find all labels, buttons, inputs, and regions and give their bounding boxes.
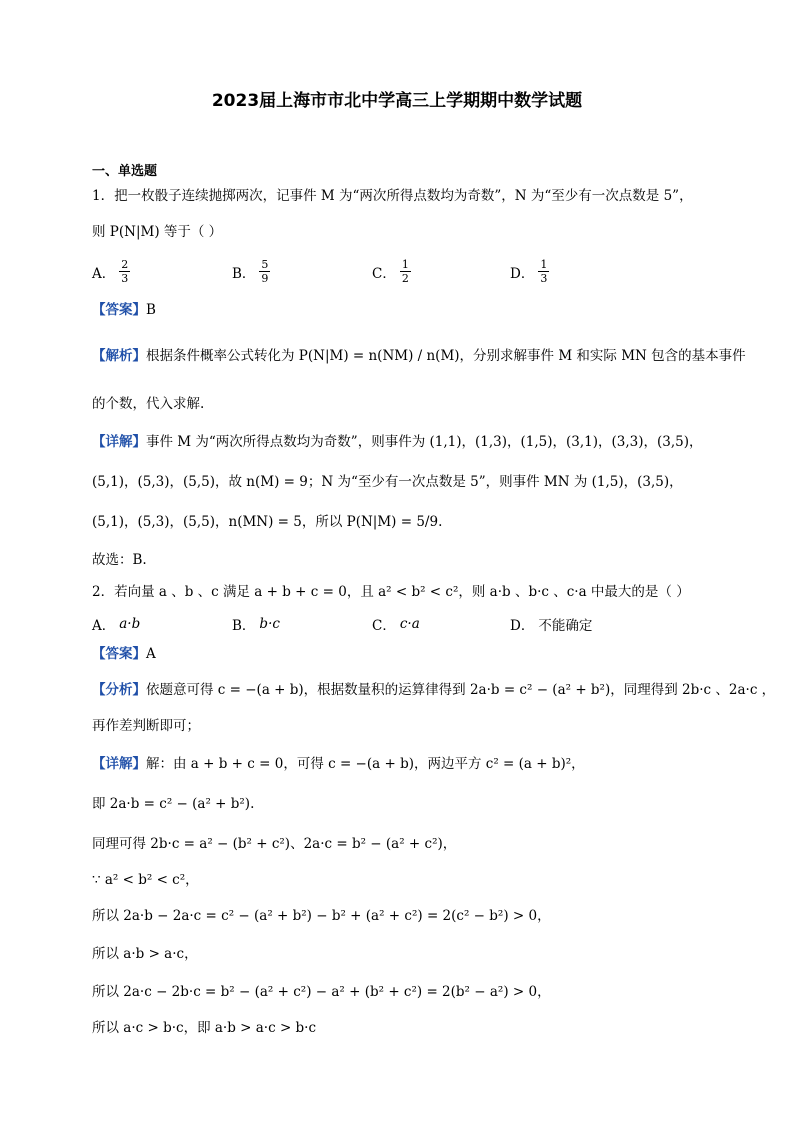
numerator: 2 [121, 258, 129, 271]
denominator: 3 [121, 272, 129, 285]
q2-analysis-2: 再作差判断即可； [92, 718, 200, 734]
option-label: A． [92, 265, 116, 282]
option-label: B． [232, 265, 256, 282]
q2-detail-4: ∵ a² < b² < c²， [92, 872, 199, 888]
q1-choose: 故选：B. [92, 552, 147, 568]
option-label: C． [372, 618, 396, 634]
q1-stem-2: 则 P(N|M) 等于（ ） [92, 224, 223, 240]
answer-tag: 【答案】 [92, 302, 146, 318]
q2-detail-7: 所以 2a·c − 2b·c = b² − (a² + c²) − a² + (b² + c²) = 2(b² − a²) > 0， [92, 984, 551, 1000]
detail-tag: 【详解】 [92, 434, 146, 450]
q1-analysis [92, 346, 746, 366]
q1-option-d[interactable] [510, 258, 549, 285]
detail-text: 事件 M 为“两次所得点数均为奇数”，则事件为 (1,1)，(1,3)，(1,5)，(3,1)，(3,3)，(3,5)， [146, 434, 703, 450]
q1-option-a[interactable] [92, 258, 130, 285]
q1-options [92, 258, 732, 290]
option-label: A． [92, 618, 116, 634]
analysis-tag: 【分析】 [92, 682, 146, 698]
option-text: b·c [259, 616, 280, 632]
q2-stem: 2．若向量 a 、b 、c 满足 a + b + c = 0，且 a² < b² < c²，则 a·b 、b·c 、c·a 中最大的是（ ） [92, 584, 690, 600]
q2-analysis [92, 680, 775, 700]
analysis-text: 依题意可得 c = −(a + b)，根据数量积的运算律得到 2a·b = c² − (a² + b²)，同理得到 2b·c 、2a·c ， [146, 682, 776, 698]
q1-option-b[interactable] [232, 258, 270, 285]
denominator: 9 [261, 272, 269, 285]
option-label: B． [232, 618, 256, 634]
answer-tag: 【答案】 [92, 646, 146, 662]
q1-option-c[interactable] [372, 258, 411, 285]
q2-detail [92, 754, 585, 774]
denominator: 3 [540, 272, 548, 285]
q1-stem: 1．把一枚骰子连续抛掷两次，记事件 M 为“两次所得点数均为奇数”，N 为“至少有一次点数是 5”， [92, 188, 693, 204]
q2-detail-5: 所以 2a·b − 2a·c = c² − (a² + b²) − b² + (a² + c²) = 2(c² − b²) > 0， [92, 908, 551, 924]
option-text: 不能确定 [538, 618, 593, 634]
detail-text: 解：由 a + b + c = 0，可得 c = −(a + b)，两边平方 c² = (a + b)²， [146, 756, 585, 772]
q1-analysis-2: 的个数，代入求解. [92, 396, 205, 412]
q2-answer [92, 644, 156, 664]
denominator: 2 [401, 272, 409, 285]
analysis-tag: 【解析】 [92, 348, 146, 364]
numerator: 5 [261, 258, 269, 271]
analysis-text: 根据条件概率公式转化为 P(N|M) = n(NM) / n(M)，分别求解事件 M 和实际 MN 包含的基本事件 [146, 348, 746, 364]
detail-tag: 【详解】 [92, 756, 146, 772]
option-label: D． [510, 265, 535, 282]
q2-detail-2: 即 2a·b = c² − (a² + b²). [92, 796, 255, 812]
option-label: C． [372, 265, 396, 282]
answer-value: A [146, 646, 156, 662]
option-fraction [400, 258, 411, 285]
q2-detail-8: 所以 a·c > b·c，即 a·b > a·c > b·c [92, 1020, 317, 1036]
option-text: c·a [399, 616, 420, 632]
page-title: 2023届上海市市北中学高三上学期期中数学试题 [211, 91, 583, 111]
q2-detail-3: 同理可得 2b·c = a² − (b² + c²)、2a·c = b² − (a² + c²)， [92, 836, 457, 852]
option-label: D． [510, 618, 535, 634]
numerator: 1 [540, 258, 548, 271]
option-fraction [119, 258, 130, 285]
q2-option-b[interactable] [232, 614, 280, 634]
answer-value: B [146, 302, 156, 318]
q1-detail-3: (5,1)，(5,3)，(5,5)，n(MN) = 5，所以 P(N|M) = 5/9. [92, 514, 443, 530]
q1-answer [92, 300, 156, 320]
q1-detail [92, 432, 703, 452]
option-fraction [538, 258, 549, 285]
q1-detail-2: (5,1)，(5,3)，(5,5)，故 n(M) = 9；N 为“至少有一次点数是 5”，则事件 MN 为 (1,5)，(3,5)， [92, 474, 683, 490]
q2-option-d[interactable] [510, 614, 592, 634]
option-text: a·b [119, 616, 141, 632]
q2-option-c[interactable] [372, 614, 420, 634]
option-fraction [259, 258, 270, 285]
section-heading: 一、单选题 [92, 164, 158, 179]
q2-options [92, 612, 732, 644]
q2-option-a[interactable] [92, 614, 140, 634]
q2-detail-6: 所以 a·b > a·c， [92, 946, 198, 962]
numerator: 1 [401, 258, 409, 271]
